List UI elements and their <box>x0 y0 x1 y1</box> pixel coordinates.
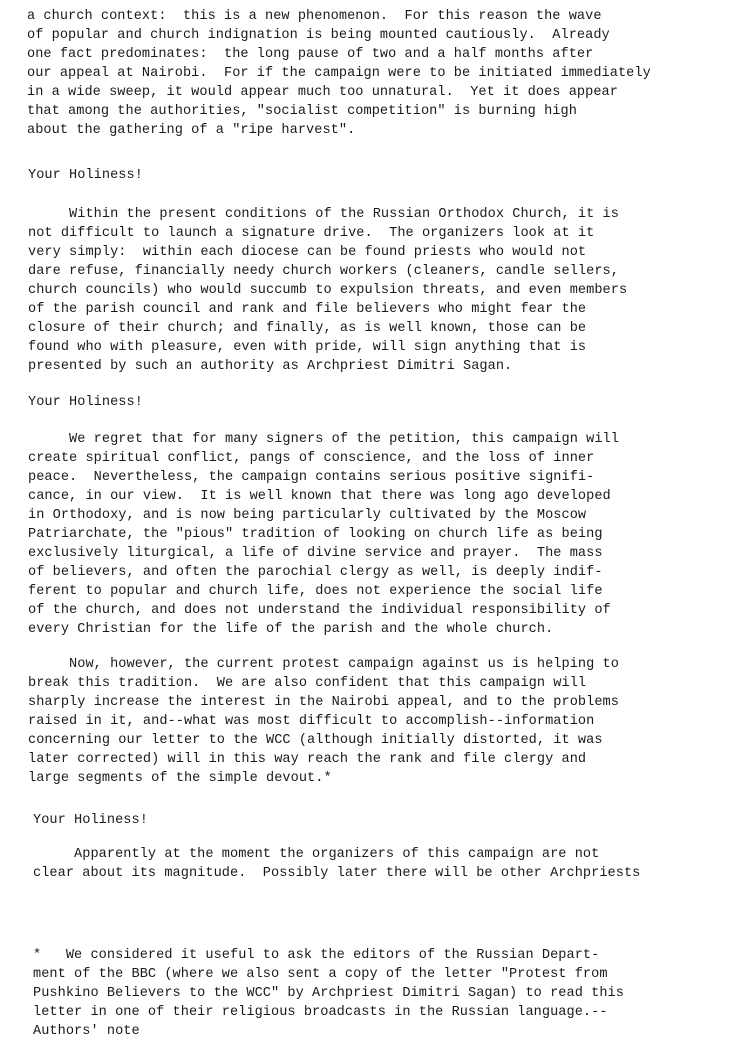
text-line: about the gathering of a "ripe harvest". <box>27 123 356 138</box>
text-line: Apparently at the moment the organizers of this campaign are not <box>33 847 600 862</box>
footnote-line: ment of the BBC (where we also sent a copy of the letter "Protest from <box>33 967 608 982</box>
footnote-line: Pushkino Believers to the WCC" by Archpriest Dimitri Sagan) to read this <box>33 986 624 1001</box>
footnote-line: * We considered it useful to ask the editors of the Russian Depart- <box>33 948 600 963</box>
text-line: in Orthodoxy, and is now being particularly cultivated by the Moscow <box>28 508 587 523</box>
text-line: very simply: within each diocese can be found priests who would not <box>28 245 587 260</box>
text-line: presented by such an authority as Archpriest Dimitri Sagan. <box>28 359 513 374</box>
text-line: Patriarchate, the "pious" tradition of looking on church life as being <box>28 527 603 542</box>
text-line: not difficult to launch a signature drive. The organizers look at it <box>28 226 595 241</box>
text-line: one fact predominates: the long pause of two and a half months after <box>27 47 594 62</box>
text-line: of the church, and does not understand the individual responsibility of <box>28 603 611 618</box>
text-line: in a wide sweep, it would appear much too unnatural. Yet it does appear <box>27 85 618 100</box>
text-line: of believers, and often the parochial clergy as well, is deeply indif- <box>28 565 603 580</box>
salutation-text: Your Holiness! <box>28 168 143 183</box>
text-line: sharply increase the interest in the Nairobi appeal, and to the problems <box>28 695 619 710</box>
text-line: Now, however, the current protest campaign against us is helping to <box>28 657 619 672</box>
footnote-line: letter in one of their religious broadcasts in the Russian language.-- <box>33 1005 608 1020</box>
footnote-line: Authors' note <box>33 1024 140 1039</box>
text-line: a church context: this is a new phenomenon. For this reason the wave <box>27 9 602 24</box>
text-line: found who with pleasure, even with pride, will sign anything that is <box>28 340 587 355</box>
text-line: raised in it, and--what was most difficult to accomplish--information <box>28 714 595 729</box>
text-line: peace. Nevertheless, the campaign contains serious positive signifi- <box>28 470 595 485</box>
text-line: every Christian for the life of the parish and the whole church. <box>28 622 554 637</box>
text-line: We regret that for many signers of the petition, this campaign will <box>28 432 619 447</box>
text-line: our appeal at Nairobi. For if the campaign were to be initiated immediately <box>27 66 651 81</box>
text-line: exclusively liturgical, a life of divine service and prayer. The mass <box>28 546 603 561</box>
text-line: concerning our letter to the WCC (although initially distorted, it was <box>28 733 603 748</box>
text-line: of the parish council and rank and file believers who might fear the <box>28 302 587 317</box>
text-line: church councils) who would succumb to expulsion threats, and even members <box>28 283 628 298</box>
text-line: Within the present conditions of the Russian Orthodox Church, it is <box>28 207 619 222</box>
text-line: that among the authorities, "socialist competition" is burning high <box>27 104 577 119</box>
text-line: of popular and church indignation is being mounted cautiously. Already <box>27 28 610 43</box>
text-line: closure of their church; and finally, as is well known, those can be <box>28 321 587 336</box>
text-line: clear about its magnitude. Possibly later there will be other Archpriests <box>33 866 641 881</box>
salutation-text: Your Holiness! <box>33 813 148 828</box>
text-line: later corrected) will in this way reach the rank and file clergy and <box>28 752 587 767</box>
salutation-text: Your Holiness! <box>28 395 143 410</box>
text-line: cance, in our view. It is well known that there was long ago developed <box>28 489 611 504</box>
text-line: create spiritual conflict, pangs of conscience, and the loss of inner <box>28 451 595 466</box>
text-line: break this tradition. We are also confident that this campaign will <box>28 676 587 691</box>
text-line: dare refuse, financially needy church workers (cleaners, candle sellers, <box>28 264 619 279</box>
text-line: large segments of the simple devout.* <box>28 771 332 786</box>
text-line: ferent to popular and church life, does not experience the social life <box>28 584 603 599</box>
